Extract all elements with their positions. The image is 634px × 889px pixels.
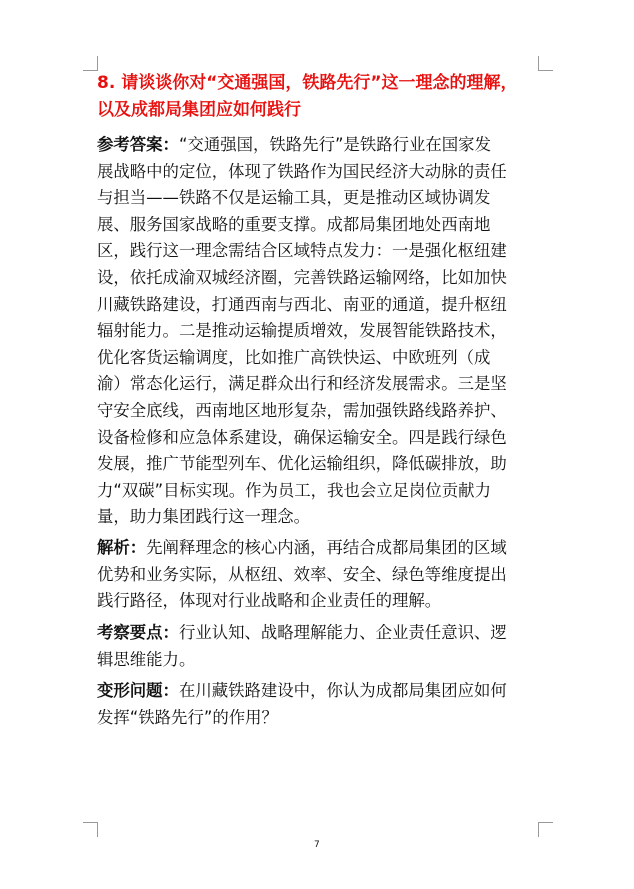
line-text: “交通强国，铁路先行”是铁路行业在国家发	[178, 135, 491, 154]
paragraph-line	[97, 371, 537, 398]
page-number: 7	[314, 840, 320, 850]
line-text: 力“双碳”目标实现。作为员工，我也会立足岗位贡献力	[97, 480, 491, 500]
line-text: 量，助力集团践行这一理念。	[97, 507, 311, 527]
paragraph-line	[97, 318, 537, 345]
reference-answer	[97, 132, 537, 531]
line-text: 川藏铁路建设，打通西南与西北、南亚的通道，提升枢纽	[97, 294, 507, 314]
line-text: 行业认知、战略理解能力、企业责任意识、逻	[178, 623, 507, 642]
line-text: 守安全底线，西南地区地形复杂，需加强铁路线路养护、	[97, 400, 507, 420]
paragraph-line	[97, 265, 537, 292]
paragraph-line	[97, 398, 537, 425]
paragraph-line	[97, 292, 537, 319]
section-label: 解析：	[97, 538, 147, 557]
section-label: 参考答案：	[97, 135, 179, 154]
paragraph-line	[97, 132, 537, 159]
paragraph-line	[97, 588, 537, 615]
line-text: 展战略中的定位，体现了铁路作为国民经济大动脉的责任	[97, 161, 507, 181]
line-text: 区，践行这一理念需结合区域特点发力：一是强化枢纽建	[97, 241, 507, 261]
line-text: 辑思维能力。	[97, 649, 196, 669]
paragraph-line	[97, 451, 537, 478]
paragraph-line	[97, 504, 537, 531]
line-text: 在川藏铁路建设中，你认为成都局集团应如何	[178, 681, 507, 700]
paragraph-line	[97, 212, 537, 239]
crop-mark-bottom-left	[83, 822, 98, 837]
paragraph-line	[97, 478, 537, 505]
crop-mark-bottom-right	[538, 822, 553, 837]
paragraph-line	[97, 620, 537, 647]
line-text: 展、服务国家战略的重要支撑。成都局集团地处西南地	[97, 214, 491, 234]
key-points	[97, 620, 537, 673]
line-text: 发挥“铁路先行”的作用？	[97, 707, 278, 727]
line-text: 辐射能力。二是推动运输提质增效，发展智能铁路技术，	[97, 321, 507, 341]
paragraph-line	[97, 238, 537, 265]
question-title	[97, 71, 537, 124]
variant-question	[97, 678, 537, 731]
line-text: 优势和业务实际，从枢纽、效率、安全、绿色等维度提出	[97, 564, 507, 584]
line-text: 先阐释理念的核心内涵，再结合成都局集团的区域	[146, 538, 507, 557]
line-text: 优化客货运输调度，比如推广高铁快运、中欧班列（成	[97, 347, 491, 367]
line-text: 设备检修和应急体系建设，确保运输安全。四是践行绿色	[97, 427, 507, 447]
line-text: 设，依托成渝双城经济圈，完善铁路运输网络，比如加快	[97, 267, 507, 287]
paragraph-line	[97, 185, 537, 212]
crop-mark-top-right	[538, 56, 553, 71]
section-label: 考察要点：	[97, 623, 179, 642]
section-label: 变形问题：	[97, 681, 179, 700]
title-line: 8. 请谈谈你对“交通强国，铁路先行”这一理念的理解，	[97, 73, 518, 93]
line-text: 渝）常态化运行，满足群众出行和经济发展需求。三是坚	[97, 374, 507, 394]
title-line: 以及成都局集团应如何践行	[97, 99, 301, 120]
analysis	[97, 535, 537, 615]
line-text: 与担当——铁路不仅是运输工具，更是推动区域协调发	[97, 188, 491, 208]
paragraph-line	[97, 647, 537, 674]
paragraph-line	[97, 535, 537, 562]
paragraph-line	[97, 425, 537, 452]
paragraph-line	[97, 678, 537, 705]
paragraph-line	[97, 705, 537, 732]
line-text: 发展，推广节能型列车、优化运输组织，降低碳排放，助	[97, 454, 507, 474]
paragraph-line	[97, 159, 537, 186]
paragraph-line	[97, 345, 537, 372]
paragraph-line	[97, 562, 537, 589]
line-text: 践行路径，体现对行业战略和企业责任的理解。	[97, 591, 442, 611]
crop-mark-top-left	[83, 56, 98, 71]
